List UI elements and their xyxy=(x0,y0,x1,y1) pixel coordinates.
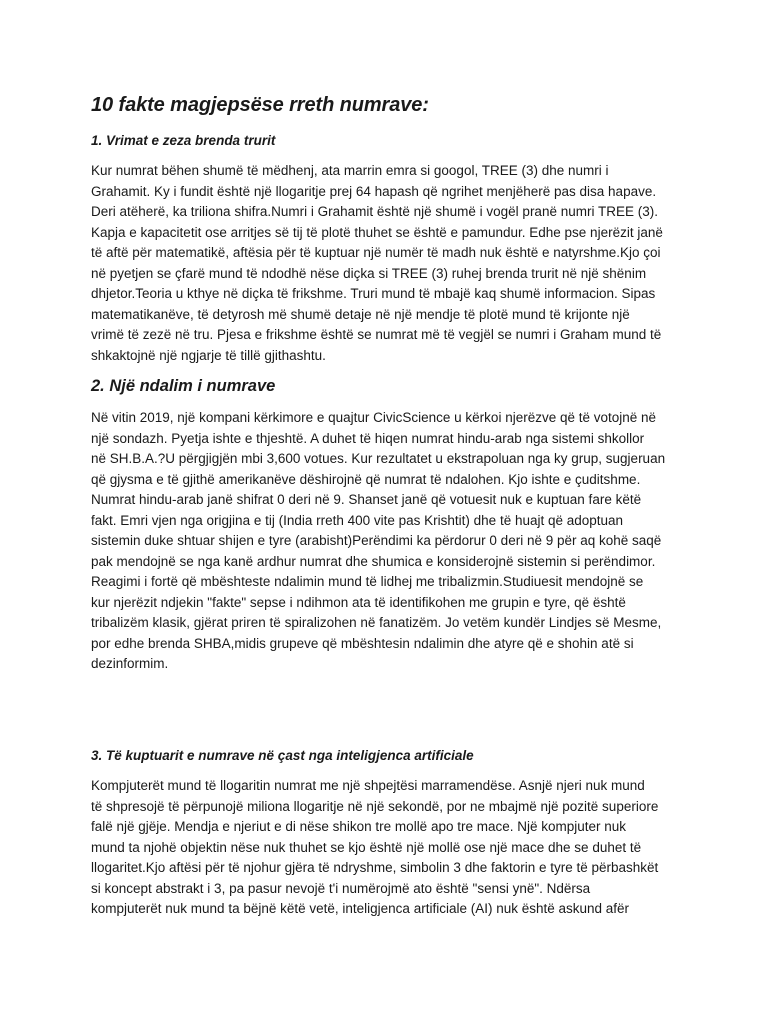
section-2-paragraph xyxy=(91,408,691,675)
paragraph-line: Numrat hindu-arab janë shifrat 0 deri në 9. Shanset janë që votuesit nuk e kuptuan fare këtë xyxy=(91,492,642,507)
paragraph-line: Kur numrat bëhen shumë të mëdhenj, ata marrin emra si googol, TREE (3) dhe numri i xyxy=(91,163,609,178)
section-1-paragraph xyxy=(91,161,691,366)
paragraph-line: tribalizëm klasik, gjërat priren të spiralizohen në fanatizëm. Jo vetëm kundër Lindjes së Mesme, xyxy=(91,615,662,630)
section-2-heading: 2. Një ndalim i numrave xyxy=(91,377,276,395)
paragraph-line: në pyetjen se çfarë mund të ndodhë nëse diçka si TREE (3) ruhej brenda trurit në një shënim xyxy=(91,265,647,281)
paragraph-line: të aftë për matematikë, aftësia për të kuptuar një numër të madh nuk është e natyrshme.Kjo çoi xyxy=(91,245,661,260)
paragraph-line: Reagimi i fortë që mbështeste ndalimin mund të lidhej me tribalizmin.Studiuesit mendojnë se xyxy=(91,574,644,589)
document-title: 10 fakte magjepsëse rreth numrave: xyxy=(91,94,429,116)
paragraph-line: falë një gjëje. Mendja e njeriut e di nëse shikon tre mollë apo tre mace. Një kompjuter nuk xyxy=(91,819,627,834)
paragraph-line: që gjysma e të gjithë amerikanëve dëshirojnë që numrat të ndalohen. Kjo ishte e çuditshme. xyxy=(91,471,641,487)
paragraph-line: mund ta njohë objektin nëse nuk thuhet se kjo është një mollë ose një mace dhe se duhet të xyxy=(91,839,642,855)
paragraph-line: fakt. Emri vjen nga origjina e tij (India rreth 400 vite pas Krishtit) dhe të huajt që adoptuan xyxy=(91,512,624,528)
paragraph-line: shkaktojnë një ngjarje të tillë gjithashtu. xyxy=(91,347,326,363)
paragraph-line: kur njerëzit ndjekin "fakte" sepse i ndihmon ata të identifikohen me grupin e tyre, që është xyxy=(91,594,626,610)
paragraph-line: sistemin duke shtuar shijen e tyre (arabisht)Perëndimi ka përdorur 0 deri në 9 për aq kohë saqë xyxy=(91,533,662,548)
paragraph-line: pak mendojnë se nga kanë ardhur numrat dhe shumica e konsiderojnë sistemin si perëndimor. xyxy=(91,553,656,569)
paragraph-line: llogaritet.Kjo aftësi për të njohur gjëra të ndryshme, simbolin 3 dhe faktorin e tyre të përbashkët xyxy=(91,860,659,875)
paragraph-line: Në vitin 2019, një kompani kërkimore e quajtur CivicScience u kërkoi njerëzve që të votojnë në xyxy=(91,410,657,425)
paragraph-line: si koncept abstrakt i 3, pa pasur nevojë t'i numërojmë ato është "sensi ynë". Ndërsa xyxy=(91,880,591,896)
paragraph-line: kompjuterët nuk mund ta bëjnë këtë vetë, inteligjenca artificiale (AI) nuk është askund afër xyxy=(91,901,630,916)
section-3-paragraph xyxy=(91,776,691,920)
section-3-heading: 3. Të kuptuarit e numrave në çast nga inteligjenca artificiale xyxy=(91,748,474,763)
paragraph-line: Kompjuterët mund të llogaritin numrat me një shpejtësi marramendëse. Asnjë njeri nuk mund xyxy=(91,778,645,793)
paragraph-line: të shpresojë të përpunojë miliona llogaritje në një sekondë, por ne mbajmë një pozitë superiore xyxy=(91,798,659,814)
paragraph-line: Deri atëherë, ka triliona shifra.Numri i Grahamit është një shumë i vogël pranë numri TREE (3). xyxy=(91,204,658,219)
paragraph-line: një sondazh. Pyetja ishte e thjeshtë. A duhet të hiqen numrat hindu-arab nga sistemi shkollor xyxy=(91,430,645,446)
paragraph-line: në SH.B.A.?U përgjigjën mbi 3,600 votues. Kur rezultatet u ekstrapoluan nga ky grup, sugjeruan xyxy=(91,451,666,466)
paragraph-line: Grahamit. Ky i fundit është një llogaritje prej 64 hapash që ngrihet menjëherë pas disa hapave. xyxy=(91,183,657,199)
paragraph-line: Kapja e kapacitetit ose arritjes së tij të plotë thuhet se është e pamundur. Edhe pse njerëzit janë xyxy=(91,224,663,240)
paragraph-line: vrimë të zezë në tru. Pjesa e frikshme është se numrat më të vegjël se numri i Graham mund të xyxy=(91,327,662,342)
paragraph-line: dhjetor.Teoria u kthye në diçka të frikshme. Truri mund të mbajë kaq shumë informacion. Sipas xyxy=(91,286,656,301)
section-1-heading: 1. Vrimat e zeza brenda trurit xyxy=(91,133,276,148)
paragraph-line: dezinformim. xyxy=(91,656,169,671)
paragraph-line: por edhe brenda SHBA,midis grupeve që mbështesin ndalimin dhe atyre që e shohin atë si xyxy=(91,635,634,651)
paragraph-line: matematikanëve, të detyrosh më shumë detaje në një mendje të plotë mund të krijonte një xyxy=(91,306,630,322)
